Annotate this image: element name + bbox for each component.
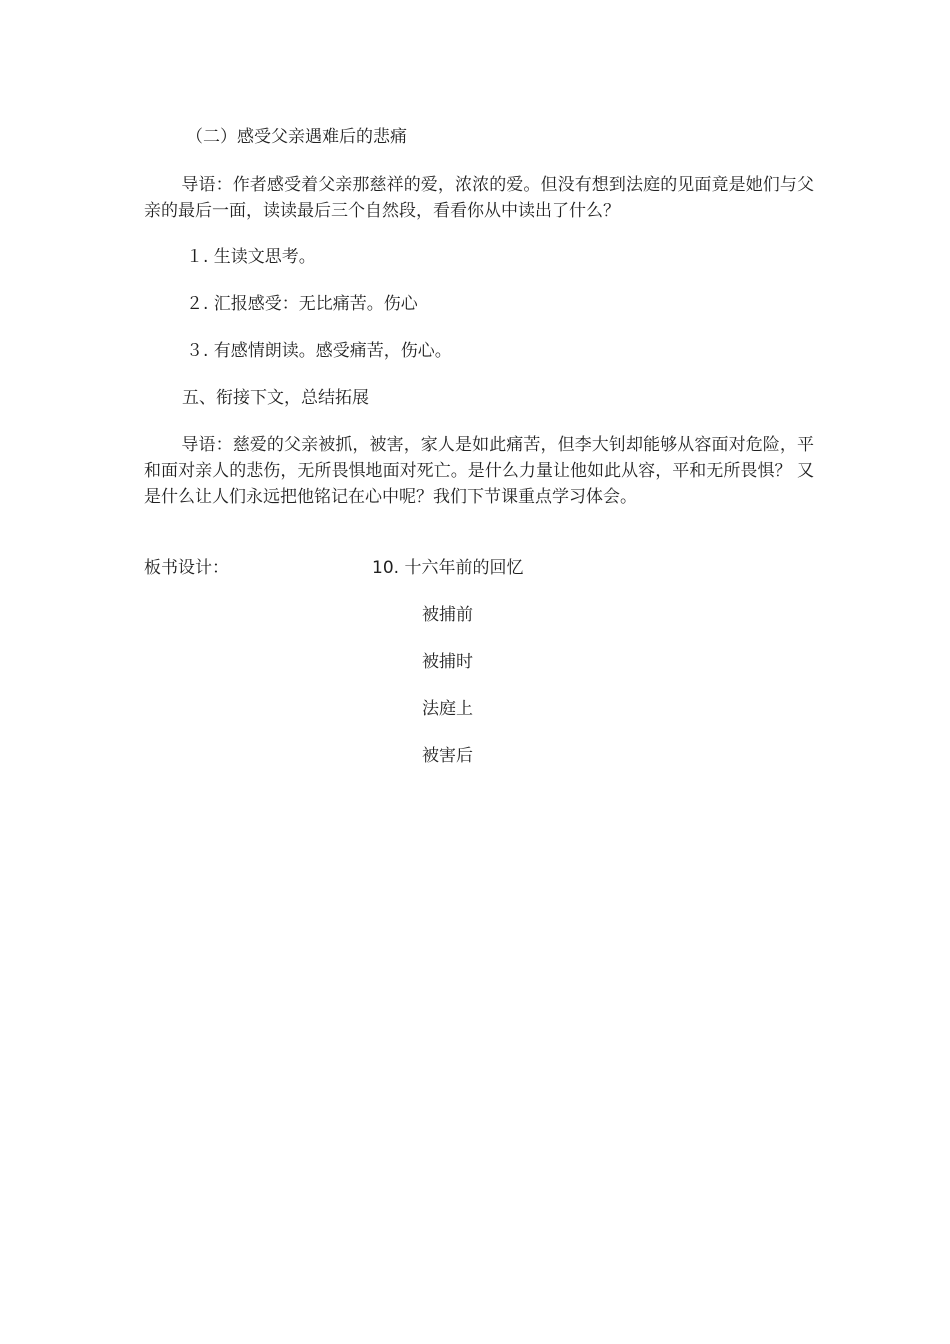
board-item: 被害后 xyxy=(422,746,473,766)
board-item: 被捕时 xyxy=(422,652,473,672)
board-title: 10. 十六年前的回忆 xyxy=(372,558,524,578)
board-item: 法庭上 xyxy=(422,699,473,719)
step-2: ２. 汇报感受：无比痛苦。伤心 xyxy=(186,294,418,314)
board-label: 板书设计： xyxy=(144,558,229,578)
closing-paragraph: 导语：慈爱的父亲被抓，被害，家人是如此痛苦，但李大钊却能够从容面对危险，平和面对亲人的悲伤，无所畏惧地面对死亡。是什么力量让他如此从容，平和无所畏惧？ 又是什么让人们永远把他铭记在心中呢？我们下节课重点学习体会。 xyxy=(144,435,814,507)
step-3: ３. 有感情朗读。感受痛苦，伤心。 xyxy=(186,341,452,361)
section-heading: （二）感受父亲遇难后的悲痛 xyxy=(186,127,407,147)
part-five-heading: 五、衔接下文，总结拓展 xyxy=(182,388,369,408)
intro-paragraph: 导语：作者感受着父亲那慈祥的爱，浓浓的爱。但没有想到法庭的见面竟是她们与父亲的最后一面，读读最后三个自然段，看看你从中读出了什么？ xyxy=(144,175,814,221)
step-1: １. 生读文思考。 xyxy=(186,247,316,267)
board-item: 被捕前 xyxy=(422,605,473,625)
